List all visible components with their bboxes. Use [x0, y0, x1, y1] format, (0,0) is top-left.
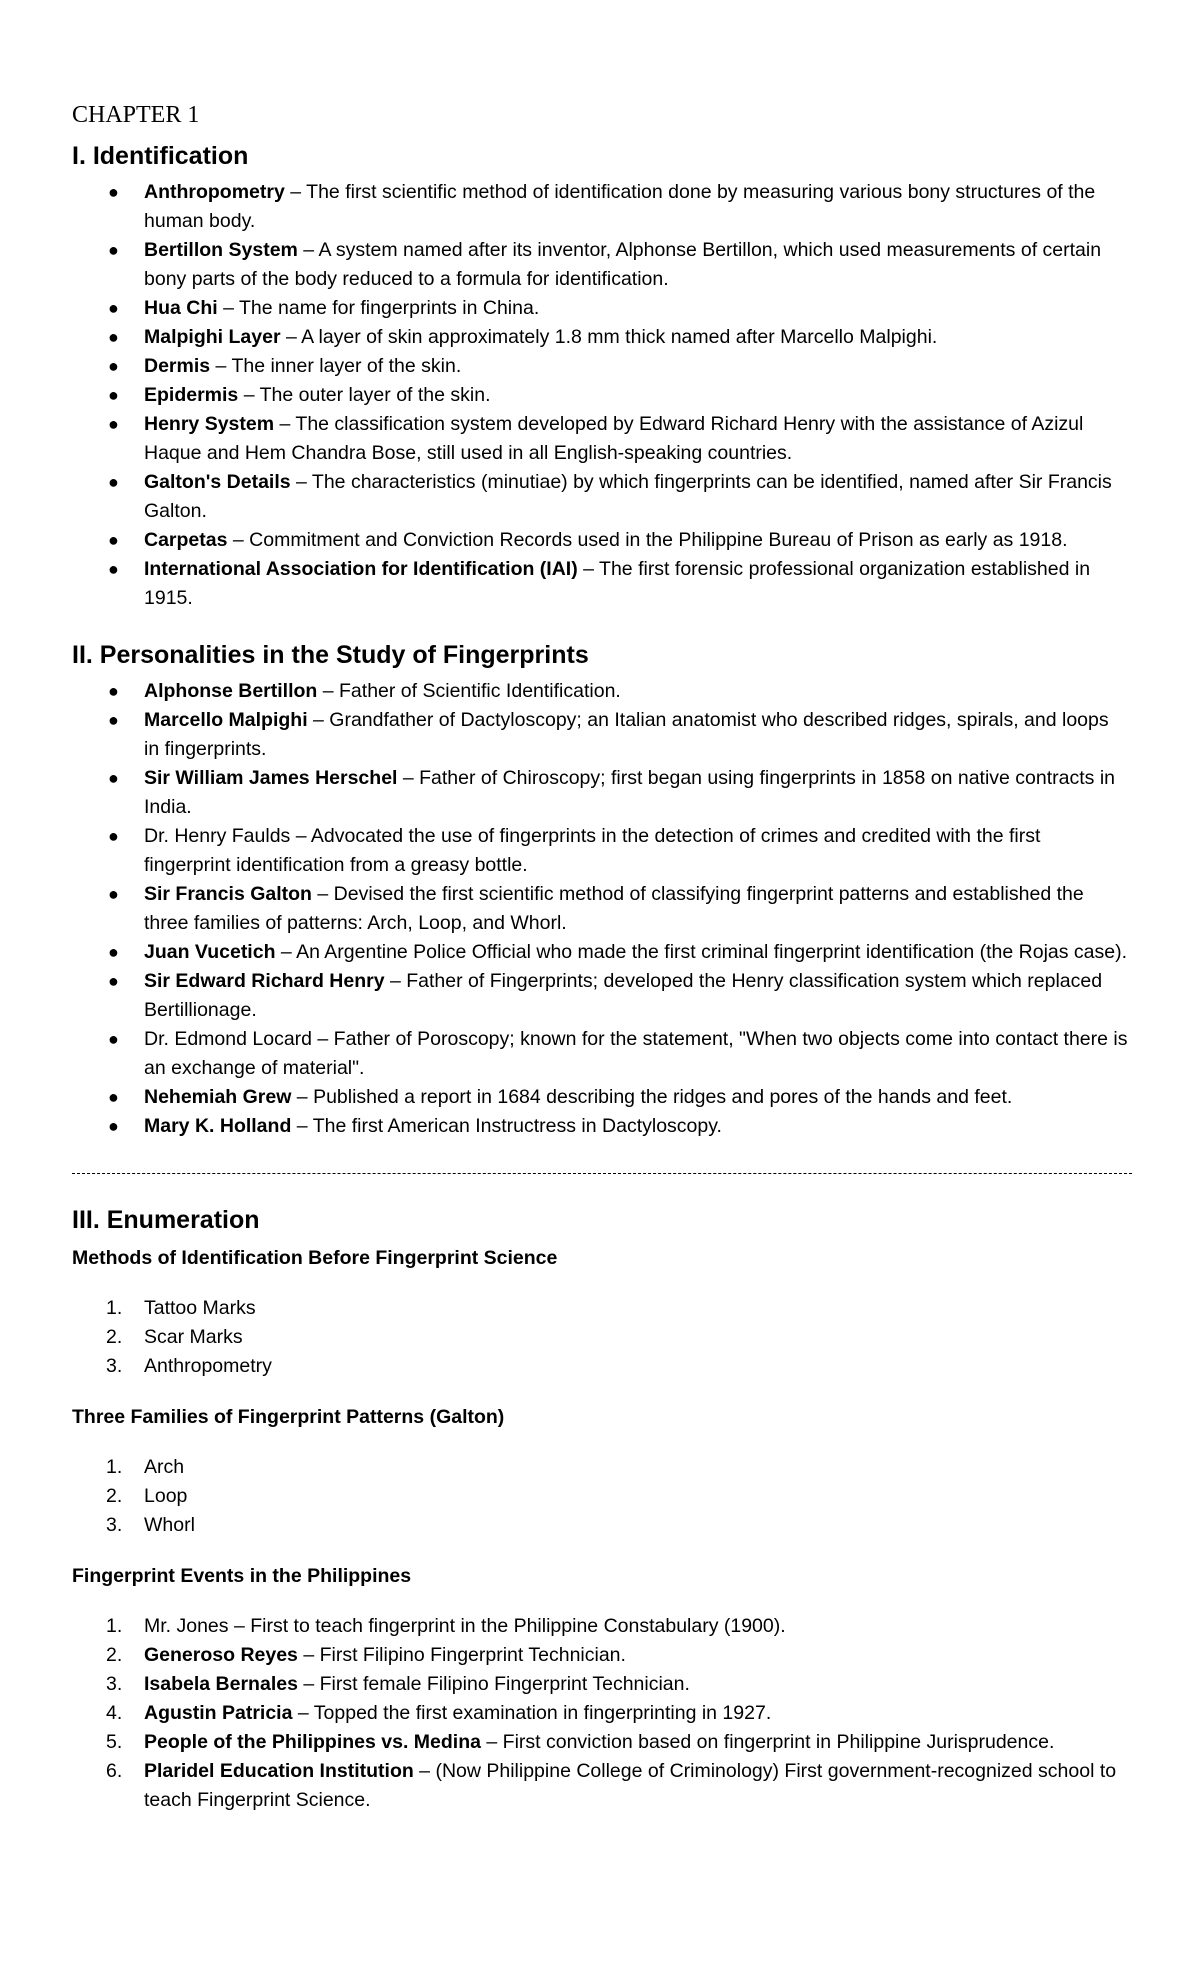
definition: – The first American Instructress in Dactyloscopy.: [291, 1115, 722, 1137]
list-item: [72, 1670, 1128, 1699]
list-item: [72, 1112, 1128, 1141]
definition: – The name for fingerprints in China.: [217, 297, 540, 319]
bullet-icon: ●: [108, 385, 119, 405]
list-item: [72, 1323, 1128, 1352]
list-item: [72, 352, 1128, 381]
definition: Mr. Jones – First to teach fingerprint in the Philippine Constabulary (1900).: [144, 1615, 786, 1637]
term: People of the Philippines vs. Medina: [144, 1731, 481, 1753]
list-item: [72, 677, 1128, 706]
definition: – A layer of skin approximately 1.8 mm thick named after Marcello Malpighi.: [280, 326, 938, 348]
term: Isabela Bernales: [144, 1673, 298, 1695]
list-item: [72, 1699, 1128, 1728]
bullet-icon: ●: [108, 681, 119, 701]
term: Malpighi Layer: [144, 326, 281, 348]
bullet-icon: ●: [108, 884, 119, 904]
definition: Scar Marks: [144, 1326, 243, 1348]
list-item: [72, 178, 1128, 236]
identification-list: [72, 178, 1128, 613]
definition: – Grandfather of Dactyloscopy; an Italian anatomist who described ridges, spirals, and loops in fingerprints.: [144, 709, 1109, 760]
list-number: 3.: [106, 1355, 123, 1377]
term: Sir Edward Richard Henry: [144, 970, 385, 992]
list-item: [72, 1612, 1128, 1641]
bullet-icon: ●: [108, 182, 119, 202]
list-item: [72, 764, 1128, 822]
definition: Whorl: [144, 1514, 195, 1536]
list-item: [72, 323, 1128, 352]
bullet-icon: ●: [108, 559, 119, 579]
term: International Association for Identification (IAI): [144, 558, 578, 580]
bullet-icon: ●: [108, 472, 119, 492]
definition: – Father of Chiroscopy; first began using fingerprints in 1858 on native contracts in India.: [144, 767, 1116, 818]
definition: Dr. Edmond Locard – Father of Poroscopy; known for the statement, "When two objects come into contact there is an exchange of material".: [144, 1028, 1128, 1079]
term: Nehemiah Grew: [144, 1086, 292, 1108]
list-number: 3.: [106, 1514, 123, 1536]
definition: – The inner layer of the skin.: [210, 355, 462, 377]
list-item: [72, 1453, 1128, 1482]
chapter-label: CHAPTER 1: [72, 102, 200, 128]
definition: – The first scientific method of identification done by measuring various bony structures of the human body.: [144, 181, 1096, 232]
list-item: [72, 1294, 1128, 1323]
bullet-icon: ●: [108, 1087, 119, 1107]
term: Sir Francis Galton: [144, 883, 312, 905]
list-item: [72, 294, 1128, 323]
definition: – Topped the first examination in fingerprinting in 1927.: [292, 1702, 772, 1724]
list-item: [72, 1511, 1128, 1540]
bullet-icon: ●: [108, 768, 119, 788]
list-number: 2.: [106, 1485, 123, 1507]
list-item: [72, 1352, 1128, 1381]
term: Epidermis: [144, 384, 239, 406]
list-item: [72, 706, 1128, 764]
definition: Anthropometry: [144, 1355, 272, 1377]
definition: Loop: [144, 1485, 188, 1507]
list-item: [72, 822, 1128, 880]
list-number: 1.: [106, 1297, 123, 1319]
bullet-icon: ●: [108, 414, 119, 434]
bullet-icon: ●: [108, 530, 119, 550]
personalities-list: [72, 677, 1128, 1141]
list-number: 2.: [106, 1644, 123, 1666]
term: Juan Vucetich: [144, 941, 276, 963]
list-number: 2.: [106, 1326, 123, 1348]
bullet-icon: ●: [108, 971, 119, 991]
definition: – First Filipino Fingerprint Technician.: [297, 1644, 626, 1666]
term: Bertillon System: [144, 239, 298, 261]
list-item: [72, 938, 1128, 967]
term: Mary K. Holland: [144, 1115, 292, 1137]
definition: – Commitment and Conviction Records used in the Philippine Bureau of Prison as early as 1918.: [227, 529, 1068, 551]
list-number: 3.: [106, 1673, 123, 1695]
list-item: [72, 880, 1128, 938]
term: Plaridel Education Institution: [144, 1760, 414, 1782]
list-number: 4.: [106, 1702, 123, 1724]
term: Hua Chi: [144, 297, 218, 319]
list-item: [72, 1025, 1128, 1083]
term: Henry System: [144, 413, 275, 435]
definition: – The classification system developed by Edward Richard Henry with the assistance of Azizul Haque and Hem Chandra Bose, still used in all English-speaking countries.: [144, 413, 1084, 464]
definition: – The outer layer of the skin.: [238, 384, 491, 406]
families-list: [72, 1453, 1128, 1540]
term: Generoso Reyes: [144, 1644, 298, 1666]
list-item: [72, 468, 1128, 526]
events-subheading: Fingerprint Events in the Philippines: [72, 1565, 412, 1587]
list-item: [72, 381, 1128, 410]
bullet-icon: ●: [108, 942, 119, 962]
bullet-icon: ●: [108, 356, 119, 376]
bullet-icon: ●: [108, 1029, 119, 1049]
term: Marcello Malpighi: [144, 709, 308, 731]
definition: Arch: [144, 1456, 185, 1478]
section-enumeration-heading: III. Enumeration: [72, 1206, 260, 1234]
list-item: [72, 236, 1128, 294]
methods-list: [72, 1294, 1128, 1381]
list-item: [72, 1728, 1128, 1757]
definition: – The first forensic professional organization established in 1915.: [144, 558, 1091, 609]
list-number: 1.: [106, 1456, 123, 1478]
list-number: 5.: [106, 1731, 123, 1753]
definition: Tattoo Marks: [144, 1297, 256, 1319]
term: Sir William James Herschel: [144, 767, 398, 789]
list-item: [72, 1641, 1128, 1670]
bullet-icon: ●: [108, 327, 119, 347]
families-subheading: Three Families of Fingerprint Patterns (Galton): [72, 1406, 505, 1428]
definition: – An Argentine Police Official who made the first criminal fingerprint identification (the Rojas case).: [275, 941, 1128, 963]
list-item: [72, 555, 1128, 613]
events-list: [72, 1612, 1128, 1815]
list-number: 1.: [106, 1615, 123, 1637]
bullet-icon: ●: [108, 240, 119, 260]
definition: – Published a report in 1684 describing the ridges and pores of the hands and feet.: [291, 1086, 1013, 1108]
term: Agustin Patricia: [144, 1702, 293, 1724]
bullet-icon: ●: [108, 1116, 119, 1136]
list-item: [72, 1482, 1128, 1511]
bullet-icon: ●: [108, 826, 119, 846]
list-item: [72, 526, 1128, 555]
definition: – Father of Fingerprints; developed the Henry classification system which replaced Bertillionage.: [144, 970, 1103, 1021]
section-divider: [72, 1173, 1132, 1174]
term: Anthropometry: [144, 181, 285, 203]
definition: – First female Filipino Fingerprint Technician.: [297, 1673, 690, 1695]
definition: Dr. Henry Faulds – Advocated the use of fingerprints in the detection of crimes and credited with the first fingerprint identification from a greasy bottle.: [144, 825, 1041, 876]
definition: – (Now Philippine College of Criminology) First government-recognized school to teach Fingerprint Science.: [144, 1760, 1117, 1811]
list-item: [72, 1757, 1128, 1815]
list-item: [72, 967, 1128, 1025]
term: Alphonse Bertillon: [144, 680, 318, 702]
definition: – First conviction based on fingerprint in Philippine Jurisprudence.: [480, 1731, 1055, 1753]
list-item: [72, 1083, 1128, 1112]
term: Dermis: [144, 355, 211, 377]
definition: – Devised the first scientific method of classifying fingerprint patterns and established the three families of patterns: Arch, Loop, and Whorl.: [144, 883, 1084, 934]
definition: – A system named after its inventor, Alphonse Bertillon, which used measurements of certain bony parts of the body reduced to a formula for identification.: [144, 239, 1102, 290]
section-identification-heading: I. Identification: [72, 142, 249, 170]
bullet-icon: ●: [108, 298, 119, 318]
list-item: [72, 410, 1128, 468]
definition: – The characteristics (minutiae) by which fingerprints can be identified, named after Sir Francis Galton.: [144, 471, 1112, 522]
methods-subheading: Methods of Identification Before Fingerprint Science: [72, 1247, 558, 1269]
bullet-icon: ●: [108, 710, 119, 730]
term: Galton's Details: [144, 471, 291, 493]
list-number: 6.: [106, 1760, 123, 1782]
section-personalities-heading: II. Personalities in the Study of Fingerprints: [72, 641, 589, 669]
definition: – Father of Scientific Identification.: [317, 680, 621, 702]
term: Carpetas: [144, 529, 228, 551]
